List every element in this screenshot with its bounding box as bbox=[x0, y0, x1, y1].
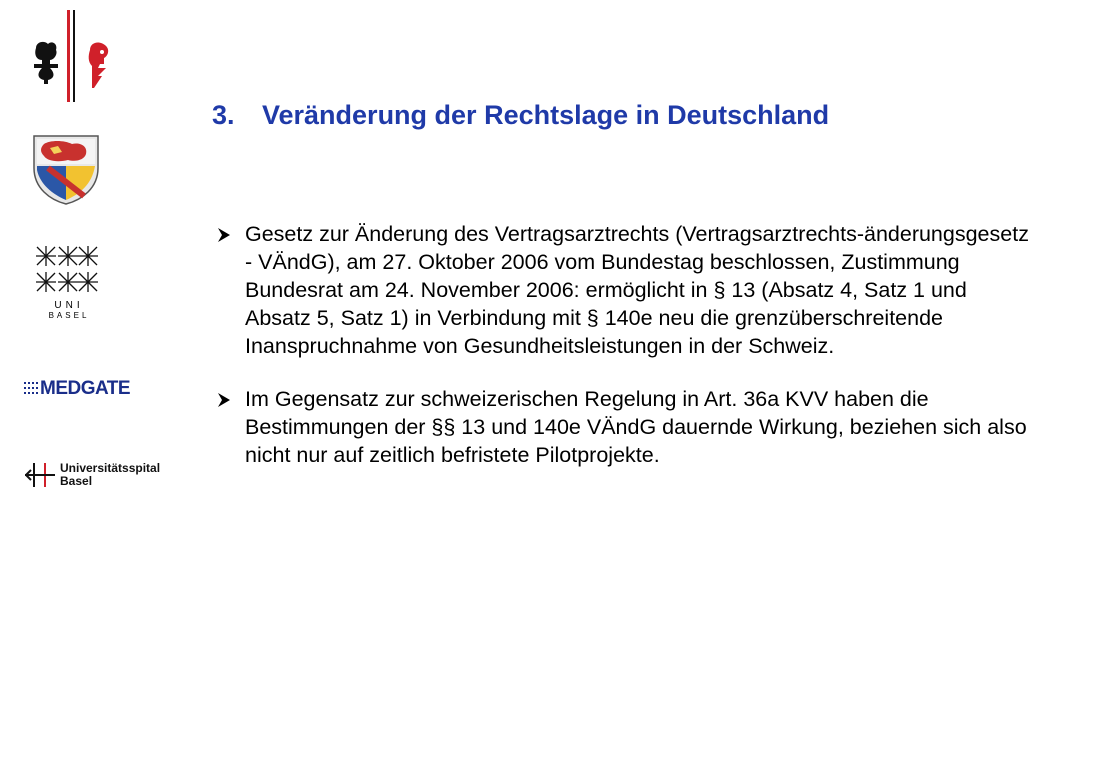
usb-line1: Universitätsspital bbox=[60, 461, 161, 475]
section-heading: Veränderung der Rechtslage in Deutschland bbox=[262, 100, 830, 130]
uni-basel-line1: UNI bbox=[54, 300, 84, 311]
bullet-text: Gesetz zur Änderung des Vertragsarztrechts (Vertragsarztrechts-änderungsgesetz - VÄndG), am 27. Oktober 2006 vom Bundestag beschlossen, Zustimmung Bundesrat am 24. November 2006: ermöglicht in § 13 (Absatz 4, Satz 1 und Absatz 5, Satz 1) in Verbindung mit § 140e neu die grenzüberschreitende Inanspruchnahme von Gesundheitsleistungen in der Schweiz. bbox=[245, 222, 1029, 358]
arrow-bullet-icon bbox=[216, 227, 232, 243]
usb-cross-icon bbox=[24, 461, 56, 489]
usb-logo bbox=[24, 461, 160, 489]
uni-basel-wordmark bbox=[34, 300, 104, 320]
uni-basel-line2: BASEL bbox=[48, 311, 90, 320]
medgate-wordmark: MEDGATE bbox=[40, 378, 131, 399]
bullet-item bbox=[216, 385, 1036, 469]
page-title bbox=[212, 100, 829, 131]
loerrach-coat-of-arms-icon bbox=[28, 132, 104, 206]
logo-column bbox=[0, 0, 190, 760]
bullet-item bbox=[216, 220, 1036, 360]
usb-line2: Basel bbox=[60, 474, 93, 488]
basel-land-crest-icon bbox=[89, 43, 108, 88]
uni-basel-star-icon bbox=[34, 244, 100, 298]
basel-stadt-crest-icon bbox=[34, 42, 58, 84]
arrow-bullet-icon bbox=[216, 392, 232, 408]
bullet-list bbox=[216, 220, 1036, 494]
bullet-text: Im Gegensatz zur schweizerischen Regelung in Art. 36a KVV haben die Bestimmungen der §§ 13 und 140e VÄndG dauernde Wirkung, beziehen sich also nicht nur auf zeitlich befristete Pilotprojekte. bbox=[245, 387, 1027, 467]
medgate-logo bbox=[24, 378, 130, 400]
usb-wordmark bbox=[60, 462, 160, 488]
basel-crests-icon bbox=[22, 8, 122, 104]
section-number: 3. bbox=[212, 100, 235, 130]
medgate-dots-icon bbox=[24, 380, 40, 398]
